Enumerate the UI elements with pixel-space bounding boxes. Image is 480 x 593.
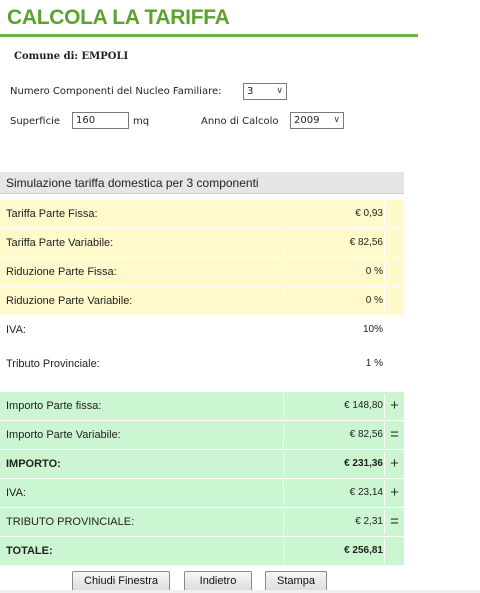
row-value: 0 % [365,266,383,277]
table-row [0,229,404,257]
superficie-label: Superficie [10,116,61,127]
row-operator: + [390,484,399,501]
row-value: 10% [362,324,383,335]
superficie-unit: mq [133,116,150,127]
table-row [0,450,404,478]
table-row [0,421,404,449]
row-label: Importo Parte fissa: [6,400,102,412]
table-row [0,258,404,286]
row-operator: + [390,455,399,472]
comune-label: Comune di: EMPOLI [14,51,129,62]
chevron-down-icon: ∨ [276,86,283,96]
row-label: IMPORTO: [6,458,61,470]
row-label: Tariffa Parte Fissa: [6,208,98,220]
table-row [0,287,404,315]
indietro-button[interactable]: Indietro [184,571,252,592]
row-value: 1 % [365,358,383,369]
componenti-select[interactable] [243,83,287,100]
table-row [0,350,404,378]
row-value: 0 % [365,295,383,306]
row-value: € 2,31 [355,516,383,527]
stampa-button[interactable]: Stampa [265,571,327,592]
row-label: Riduzione Parte Fissa: [6,266,117,278]
title-divider [0,34,418,37]
row-operator: = [390,513,399,530]
row-label: TOTALE: [6,545,53,557]
anno-label: Anno di Calcolo [201,116,279,127]
table-row [0,200,404,228]
row-value: € 231,36 [344,458,383,469]
row-operator: + [390,397,399,414]
componenti-label: Numero Componenti del Nucleo Familiare: [10,86,222,97]
row-label: Tributo Provinciale: [6,358,100,370]
row-value: € 82,56 [349,429,383,440]
table-row [0,537,404,565]
anno-select-value: 2009 [294,115,320,126]
row-value: € 148,80 [344,400,383,411]
superficie-input[interactable]: 160 [72,112,129,129]
table-row [0,316,404,344]
table-row [0,392,404,420]
chevron-down-icon: ∨ [333,115,340,125]
page-title: CALCOLA LA TARIFFA [7,6,230,29]
row-value: € 23,14 [349,487,383,498]
row-label: Importo Parte Variabile: [6,429,121,441]
table-row [0,508,404,536]
row-value: € 256,81 [344,545,383,556]
row-label: Riduzione Parte Variabile: [6,295,133,307]
row-value: € 0,93 [355,208,383,219]
chiudi-finestra-button[interactable]: Chiudi Finestra [72,571,170,592]
row-label: Tariffa Parte Variabile: [6,237,114,249]
simulazione-header: Simulazione tariffa domestica per 3 componenti [0,172,404,194]
row-value: € 82,56 [349,237,383,248]
table-row [0,479,404,507]
row-label: IVA: [6,487,26,499]
row-label: IVA: [6,324,26,336]
row-operator: = [390,426,399,443]
row-label: TRIBUTO PROVINCIALE: [6,516,135,528]
componenti-select-value: 3 [247,86,254,97]
anno-select[interactable] [290,112,344,129]
